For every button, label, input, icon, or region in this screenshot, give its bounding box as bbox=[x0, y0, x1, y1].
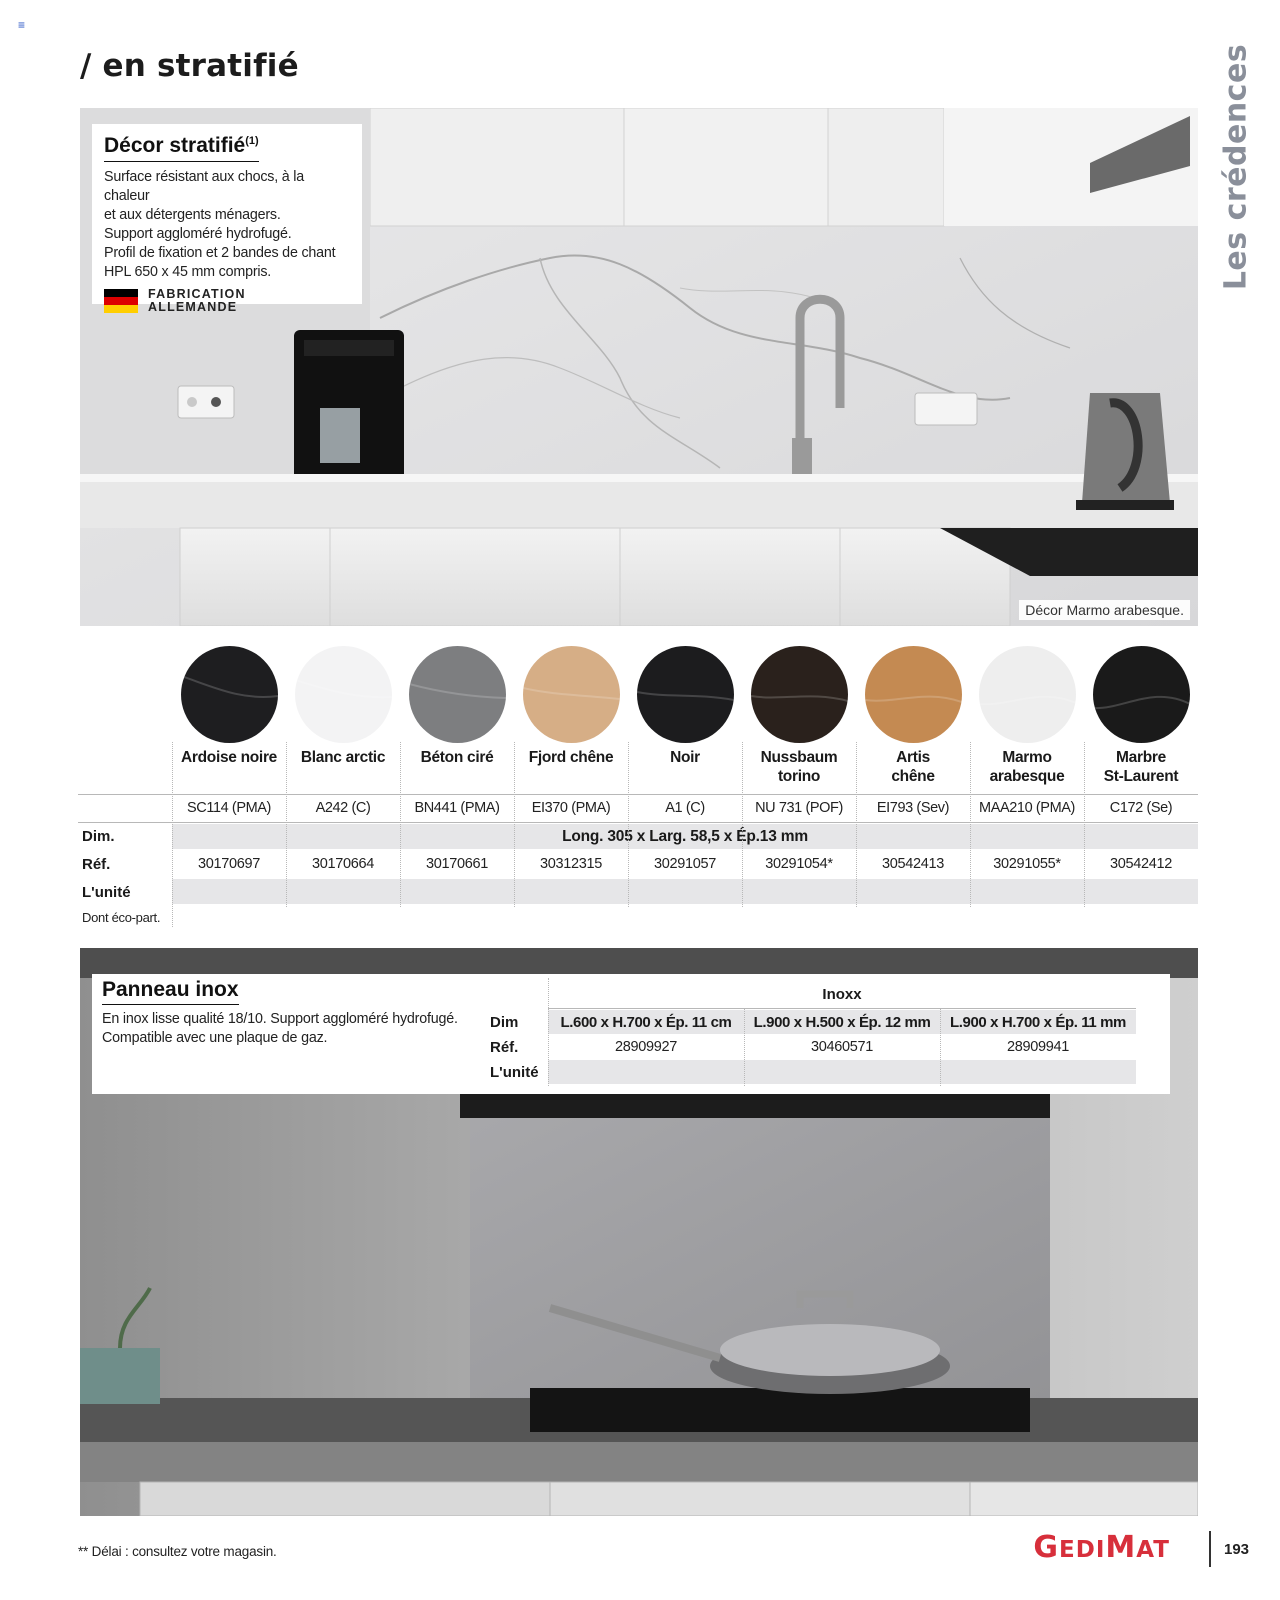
inox-ref-value: 28909927 bbox=[614, 1039, 678, 1055]
decor-code: SC114 (PMA) bbox=[187, 800, 271, 816]
inox-description bbox=[102, 1010, 482, 1048]
table-divider bbox=[78, 794, 1198, 795]
column-name bbox=[286, 748, 400, 767]
column-name bbox=[514, 748, 628, 767]
swatch-5 bbox=[751, 646, 848, 743]
table-divider bbox=[548, 1008, 1136, 1009]
decor-info-box bbox=[92, 124, 362, 314]
column-divider bbox=[286, 742, 287, 907]
eco-label: Dont éco-part. bbox=[82, 910, 161, 925]
decor-line: HPL 650 x 45 mm compris. bbox=[104, 264, 272, 280]
menu-icon[interactable]: ≡ bbox=[18, 18, 26, 32]
column-name bbox=[742, 748, 856, 786]
made-in-line: FABRICATION bbox=[148, 287, 246, 301]
column-divider bbox=[548, 978, 549, 1086]
ref-value: 30312315 bbox=[539, 856, 603, 872]
column-name bbox=[1084, 748, 1198, 786]
column-name bbox=[628, 748, 742, 767]
german-flag-icon bbox=[104, 289, 138, 313]
column-name bbox=[856, 748, 970, 786]
ref-value: 30542413 bbox=[881, 856, 945, 872]
ref-value: 30291057 bbox=[653, 856, 717, 872]
made-in-line: ALLEMANDE bbox=[148, 300, 238, 314]
brand-letter: G bbox=[1033, 1530, 1060, 1565]
inox-info-box bbox=[92, 974, 1170, 1094]
decor-title-text: Décor stratifié bbox=[104, 134, 246, 157]
dim-value: Long. 305 x Larg. 58,5 x Ép.13 mm bbox=[562, 828, 808, 845]
brand-letters: EDI bbox=[1059, 1537, 1106, 1563]
column-name-line: Marmo bbox=[1002, 749, 1052, 766]
column-name-line: Fjord chêne bbox=[528, 749, 614, 766]
column-divider bbox=[856, 742, 857, 907]
column-name-line: Blanc arctic bbox=[300, 749, 386, 766]
column-name-line: Artis bbox=[896, 749, 930, 766]
column-name-line: Marbre bbox=[1116, 749, 1166, 766]
decor-code: NU 731 (POF) bbox=[755, 800, 843, 816]
side-tab-label: Les crédences bbox=[1218, 43, 1254, 291]
unit-label: L'unité bbox=[82, 884, 131, 901]
inox-dim-value: L.900 x H.500 x Ép. 12 mm bbox=[753, 1014, 931, 1031]
made-in-badge bbox=[104, 288, 352, 314]
ref-value: 30542412 bbox=[1109, 856, 1173, 872]
section-title: / en stratifié bbox=[80, 48, 299, 84]
ref-value: 30170697 bbox=[197, 856, 261, 872]
decor-code: A1 (C) bbox=[665, 800, 705, 816]
swatch-7 bbox=[979, 646, 1076, 743]
decor-code: MAA210 (PMA) bbox=[979, 800, 1075, 816]
inox-ref-value: 30460571 bbox=[810, 1039, 874, 1055]
decor-title-note: (1) bbox=[245, 135, 259, 147]
column-name-line: Ardoise noire bbox=[180, 749, 277, 766]
inox-table bbox=[486, 978, 1146, 1090]
swatch-2 bbox=[409, 646, 506, 743]
column-divider bbox=[172, 742, 173, 927]
ref-value: 30170661 bbox=[425, 856, 489, 872]
inox-dim-value: L.900 x H.700 x Ép. 11 mm bbox=[950, 1014, 1126, 1031]
column-divider bbox=[1084, 742, 1085, 907]
column-name-line: chêne bbox=[891, 768, 935, 785]
column-divider bbox=[628, 742, 629, 907]
decor-line: Surface résistant aux chocs, à la chaleur bbox=[104, 169, 305, 204]
column-name-line: arabesque bbox=[989, 768, 1065, 785]
swatch-6 bbox=[865, 646, 962, 743]
footer-divider bbox=[1209, 1531, 1211, 1567]
decor-code: EI793 (Sev) bbox=[876, 800, 950, 816]
decor-code: BN441 (PMA) bbox=[414, 800, 500, 816]
swatch-0 bbox=[181, 646, 278, 743]
ref-value: 30291054* bbox=[765, 856, 833, 872]
column-divider bbox=[400, 742, 401, 907]
inox-line: En inox lisse qualité 18/10. Support aggloméré hydrofugé. bbox=[102, 1011, 458, 1027]
inox-ref-value: 28909941 bbox=[1006, 1039, 1070, 1055]
inox-dim-value: L.600 x H.700 x Ép. 11 cm bbox=[560, 1014, 732, 1031]
decor-code: C172 (Se) bbox=[1109, 800, 1173, 816]
laminate-table bbox=[78, 742, 1198, 925]
decor-title bbox=[104, 134, 259, 162]
column-divider bbox=[742, 742, 743, 907]
column-name bbox=[172, 748, 286, 767]
side-tab bbox=[1216, 42, 1256, 292]
column-divider bbox=[970, 742, 971, 907]
ref-label: Réf. bbox=[82, 856, 111, 873]
column-divider bbox=[514, 742, 515, 907]
table-divider bbox=[78, 822, 1198, 823]
inox-dim-label: Dim bbox=[490, 1014, 519, 1031]
column-name-line: St-Laurent bbox=[1103, 768, 1179, 785]
names-row bbox=[78, 742, 1198, 792]
page-number: 193 bbox=[1224, 1541, 1250, 1558]
column-name-line: Nussbaum bbox=[760, 749, 838, 766]
ref-value: 30291055* bbox=[993, 856, 1061, 872]
dim-label: Dim. bbox=[82, 828, 115, 845]
decor-code: EI370 (PMA) bbox=[531, 800, 611, 816]
photo-caption: Décor Marmo arabesque. bbox=[1019, 600, 1190, 620]
decor-code: A242 (C) bbox=[315, 800, 371, 816]
column-name bbox=[400, 748, 514, 767]
column-name-line: torino bbox=[777, 768, 821, 785]
swatch-3 bbox=[523, 646, 620, 743]
column-name-line: Noir bbox=[670, 749, 700, 766]
unit-row-band bbox=[172, 879, 1198, 904]
ref-value: 30170664 bbox=[311, 856, 375, 872]
inox-line: Compatible avec une plaque de gaz. bbox=[102, 1030, 328, 1046]
inox-ref-label: Réf. bbox=[490, 1039, 519, 1056]
inox-unit-label: L'unité bbox=[490, 1064, 539, 1081]
swatch-1 bbox=[295, 646, 392, 743]
inox-title: Panneau inox bbox=[102, 978, 239, 1005]
brand-letter: M bbox=[1105, 1530, 1137, 1565]
decor-line: et aux détergents ménagers. bbox=[104, 207, 281, 223]
brand-letters: AT bbox=[1136, 1537, 1170, 1563]
inox-header: Inoxx bbox=[822, 986, 862, 1003]
swatch-row bbox=[0, 646, 1280, 746]
footnote: ** Délai : consultez votre magasin. bbox=[78, 1544, 277, 1559]
column-name bbox=[970, 748, 1084, 786]
column-name-line: Béton ciré bbox=[420, 749, 494, 766]
swatch-4 bbox=[637, 646, 734, 743]
decor-line: Profil de fixation et 2 bandes de chant bbox=[104, 245, 336, 261]
decor-line: Support aggloméré hydrofugé. bbox=[104, 226, 292, 242]
swatch-8 bbox=[1093, 646, 1190, 743]
inox-unit-band bbox=[548, 1060, 1136, 1084]
gedimat-logo bbox=[1033, 1530, 1170, 1565]
